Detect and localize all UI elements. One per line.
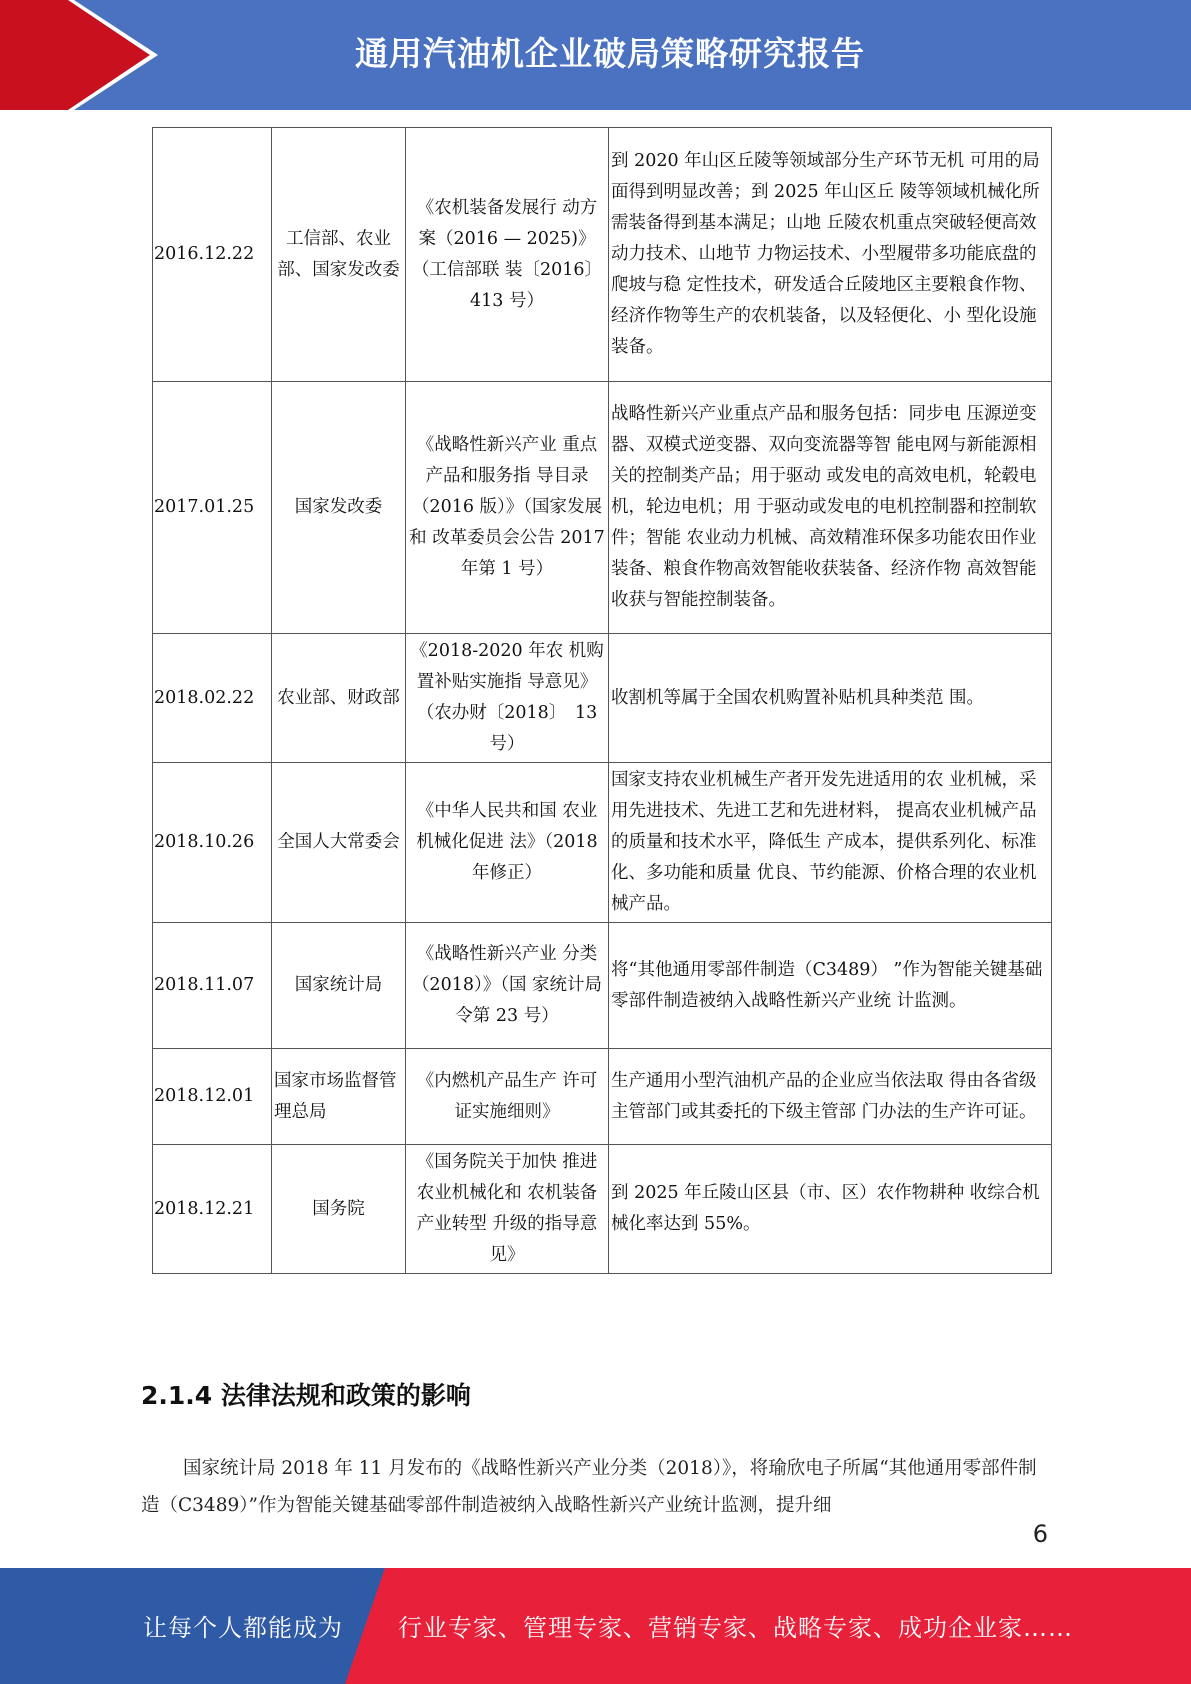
date-cell: 2018.02.22 bbox=[153, 634, 272, 763]
page-number: 6 bbox=[1032, 1520, 1048, 1548]
doc-cell: 《国务院关于加快 推进农业机械化和 农机装备产业转型 升级的指导意见》 bbox=[406, 1145, 609, 1274]
doc-cell: 《农机装备发展行 动方案（2016 — 2025)》（工信部联 装〔2016〕413 号） bbox=[406, 128, 609, 382]
doc-cell: 《中华人民共和国 农业机械化促进 法》（2018 年修正） bbox=[406, 763, 609, 923]
table-row bbox=[153, 923, 1052, 1049]
content-cell: 战略性新兴产业重点产品和服务包括：同步电 压源逆变器、双模式逆变器、双向变流器等智 能电网与新能源相关的控制类产品；用于驱动 或发电的高效电机，轮毂电机，轮边电机；用 于驱动或发电的电机控制器和控制软件；智能 农业动力机械、高效精准环保多功能农田作业 装备、粮食作物高效智能收获装备、经济作物 高效智能收获与智能控制装备。 bbox=[609, 382, 1052, 634]
policy-table bbox=[152, 127, 1052, 1274]
dept-cell: 工信部、农业部、国家发改委 bbox=[272, 128, 406, 382]
table-row bbox=[153, 128, 1052, 382]
footer-slogan-left: 让每个人都能成为 bbox=[143, 1614, 343, 1642]
content-cell: 生产通用小型汽油机产品的企业应当依法取 得由各省级主管部门或其委托的下级主管部 门办法的生产许可证。 bbox=[609, 1049, 1052, 1145]
date-cell: 2018.12.01 bbox=[153, 1049, 272, 1145]
table-row bbox=[153, 382, 1052, 634]
page-header bbox=[0, 0, 1191, 110]
content-cell: 收割机等属于全国农机购置补贴机具种类范 围。 bbox=[609, 634, 1052, 763]
doc-cell: 《战略性新兴产业 分类（2018）》（国 家统计局令第 23 号） bbox=[406, 923, 609, 1049]
table-row bbox=[153, 763, 1052, 923]
table-row bbox=[153, 634, 1052, 763]
page-footer bbox=[0, 1568, 1191, 1684]
table-row bbox=[153, 1049, 1052, 1145]
content-cell: 到 2020 年山区丘陵等领域部分生产环节无机 可用的局面得到明显改善；到 2025 年山区丘 陵等领域机械化所需装备得到基本满足；山地 丘陵农机重点突破轻便高效动力技术、山地节 力物运技术、小型履带多功能底盘的爬坡与稳 定性技术，研发适合丘陵地区主要粮食作物、 经济作物等生产的农机装备，以及轻便化、小 型化设施装备。 bbox=[609, 128, 1052, 382]
date-cell: 2018.11.07 bbox=[153, 923, 272, 1049]
date-cell: 2017.01.25 bbox=[153, 382, 272, 634]
doc-cell: 《2018-2020 年农 机购置补贴实施指 导意见》（农办财〔2018〕 13 号） bbox=[406, 634, 609, 763]
table-row bbox=[153, 1145, 1052, 1274]
content-cell: 国家支持农业机械生产者开发先进适用的农 业机械，采用先进技术、先进工艺和先进材料， 提高农业机械产品的质量和技术水平，降低生 产成本，提供系列化、标准化、多功能和质量 优良、节约能源、价格合理的农业机械产品。 bbox=[609, 763, 1052, 923]
dept-cell: 全国人大常委会 bbox=[272, 763, 406, 923]
header-red-arrow bbox=[0, 0, 150, 110]
date-cell: 2018.12.21 bbox=[153, 1145, 272, 1274]
report-title: 通用汽油机企业破局策略研究报告 bbox=[355, 34, 865, 73]
dept-cell: 国务院 bbox=[272, 1145, 406, 1274]
doc-cell: 《战略性新兴产业 重点产品和服务指 导目录（2016 版）》（国家发展和 改革委员会公告 2017 年第 1 号） bbox=[406, 382, 609, 634]
footer-slogan-right: 行业专家、管理专家、营销专家、战略专家、成功企业家…… bbox=[398, 1614, 1073, 1642]
date-cell: 2016.12.22 bbox=[153, 128, 272, 382]
content-cell: 到 2025 年丘陵山区县（市、区）农作物耕种 收综合机械化率达到 55%。 bbox=[609, 1145, 1052, 1274]
dept-cell: 国家发改委 bbox=[272, 382, 406, 634]
dept-cell: 农业部、财政部 bbox=[272, 634, 406, 763]
section-heading: 2.1.4 法律法规和政策的影响 bbox=[141, 1381, 471, 1410]
dept-cell: 国家统计局 bbox=[272, 923, 406, 1049]
content-cell: 将“其他通用零部件制造（C3489） ”作为智能关键基础零部件制造被纳入战略性新兴产业统 计监测。 bbox=[609, 923, 1052, 1049]
body-paragraph: 国家统计局 2018 年 11 月发布的《战略性新兴产业分类（2018）》，将瑜欣电子所属“其他通用零部件制造（C3489）”作为智能关键基础零部件制造被纳入战略性新兴产业统计监测，提升细 bbox=[141, 1458, 1037, 1516]
doc-cell: 《内燃机产品生产 许可证实施细则》 bbox=[406, 1049, 609, 1145]
date-cell: 2018.10.26 bbox=[153, 763, 272, 923]
dept-cell: 国家市场监督管理总局 bbox=[272, 1049, 406, 1145]
